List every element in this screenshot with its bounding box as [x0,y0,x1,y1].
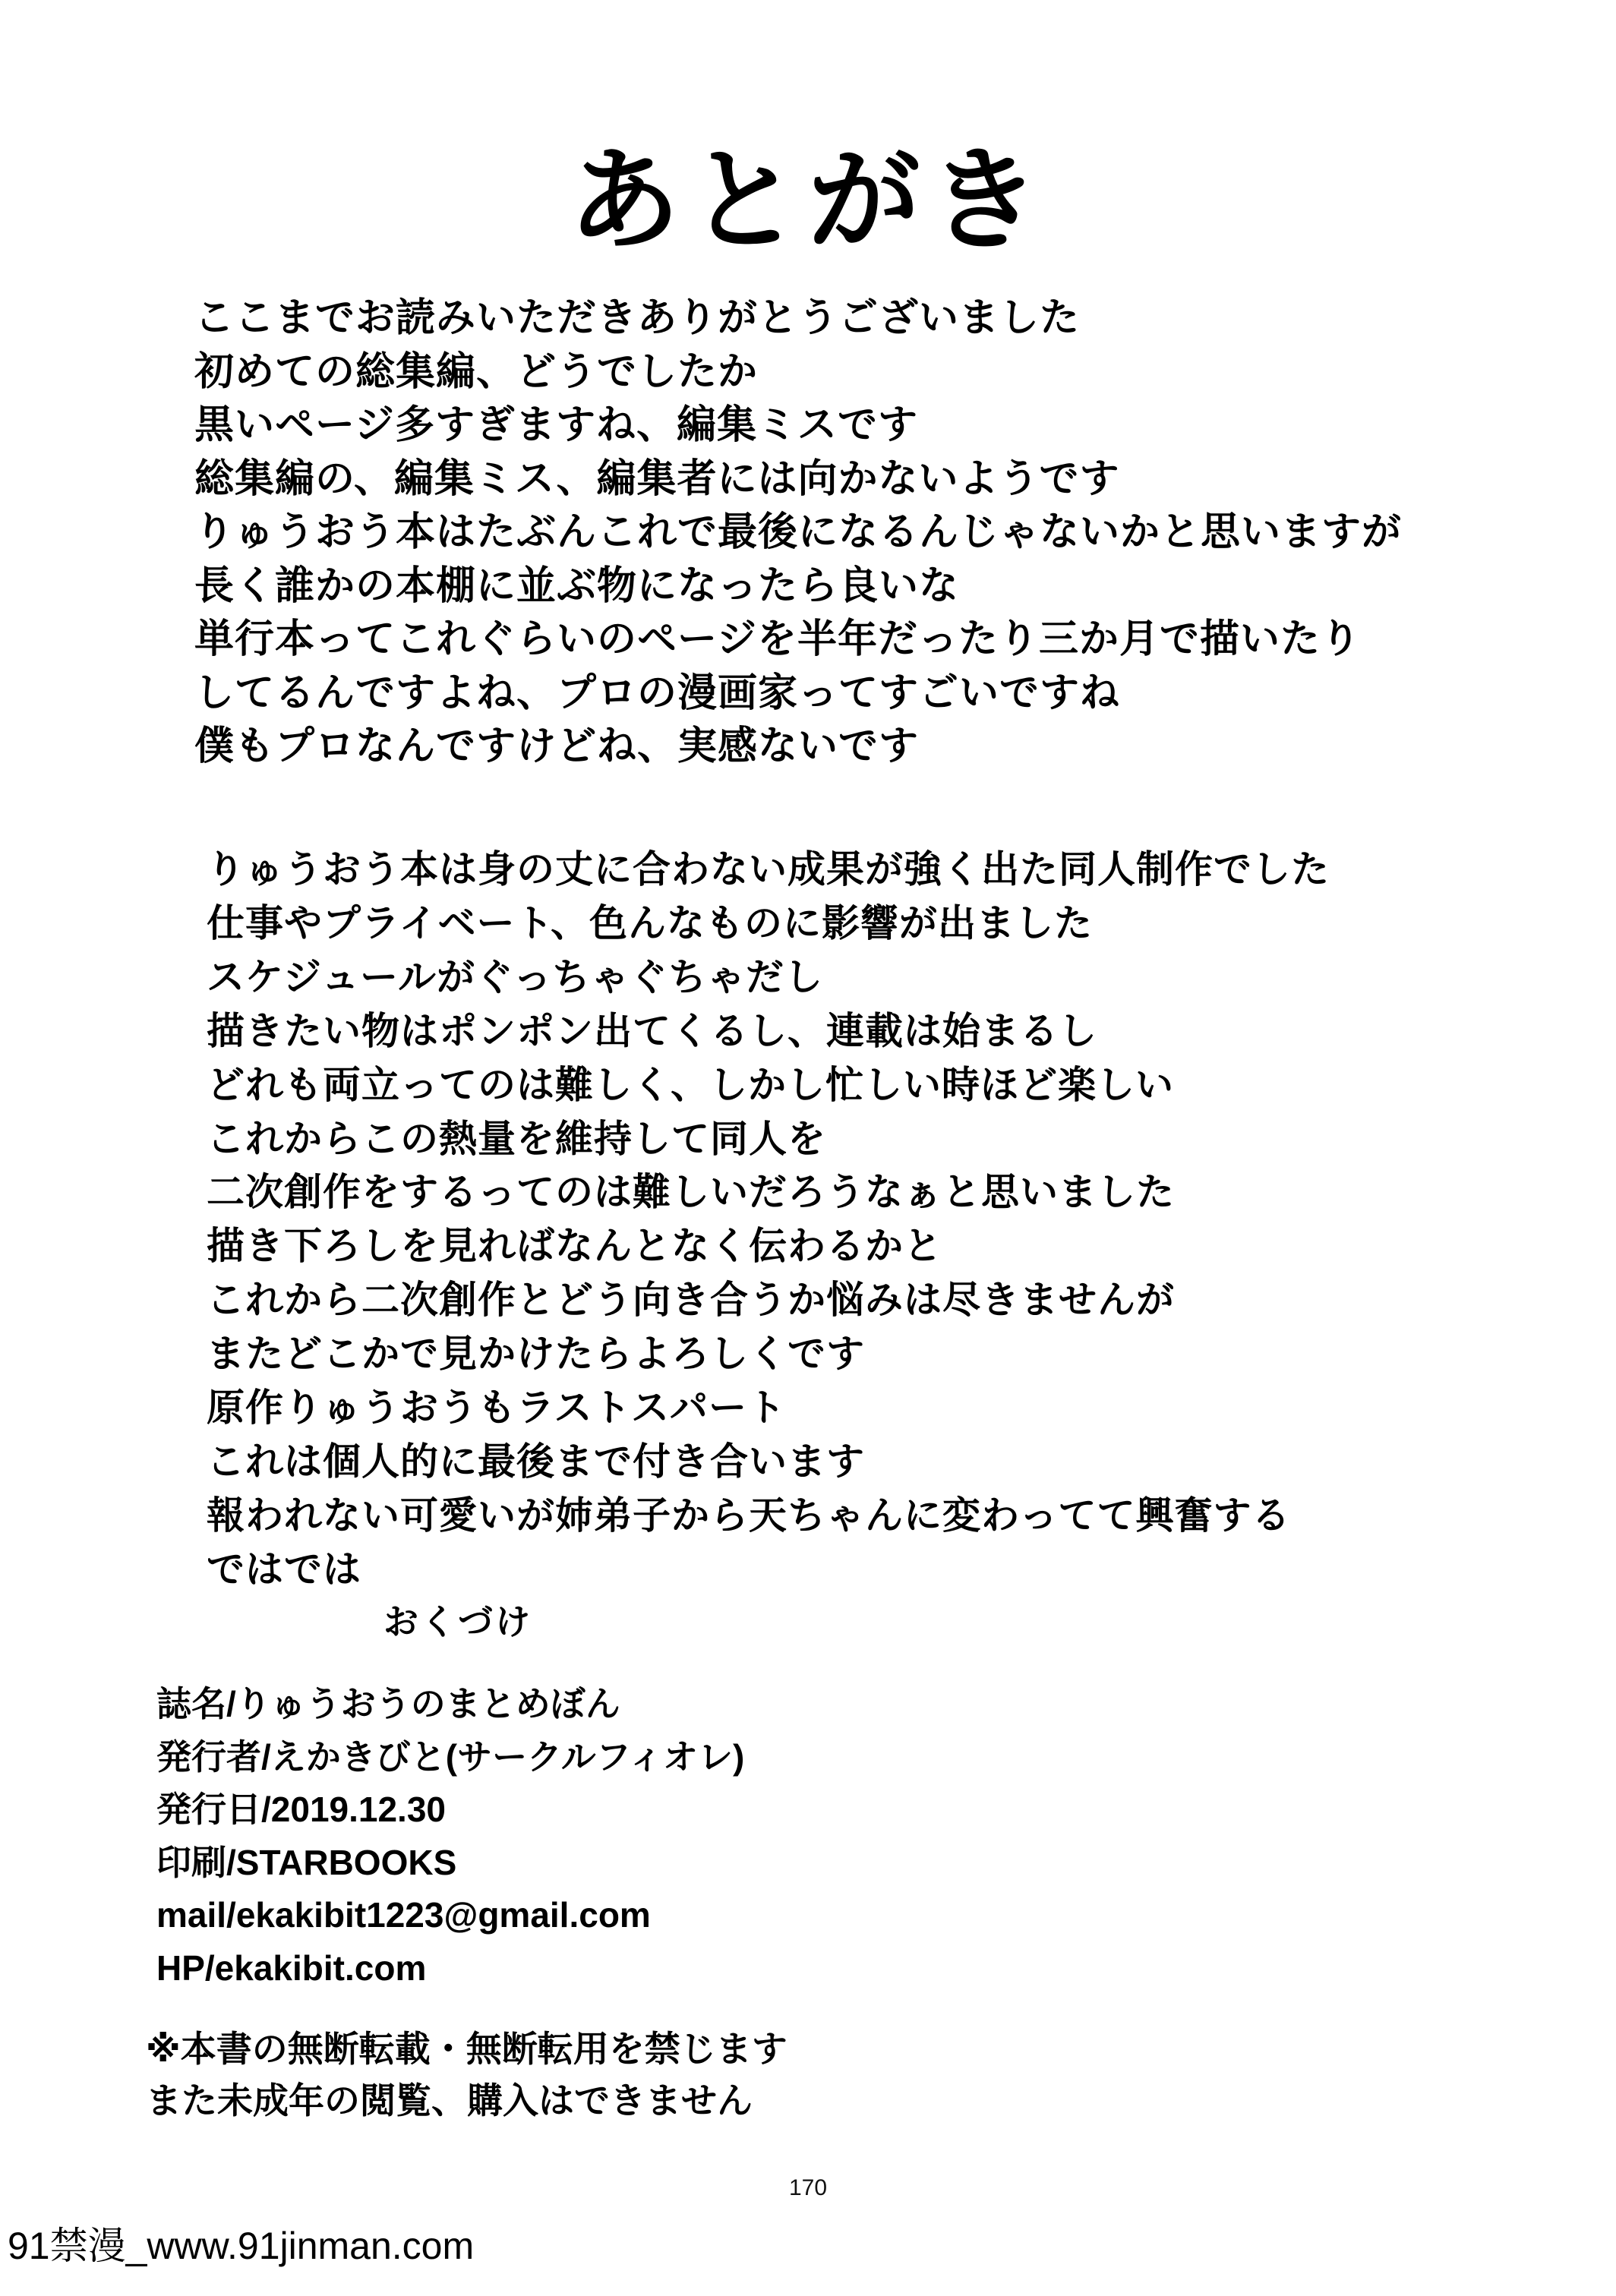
text-line: またどこかで見かけたらよろしくです [207,1332,865,1377]
text-line: 原作りゅうおうもラストスパート [207,1386,786,1430]
text-line: 総集編の、編集ミス、編集者には向かないようです [194,456,1120,502]
text-line: りゅうおう本はたぶんこれで最後になるんじゃないかと思いますが [194,509,1403,555]
text-line: 報われない可愛いが姉弟子から天ちゃんに変わってて興奮する [207,1493,1291,1538]
text-line: 初めての総集編、どうでしたか [194,348,759,395]
colophon-homepage-line: HP/ekakibit.com [156,1948,427,1988]
colophon-title-line: 誌名/りゅうおうのまとめぼん [156,1684,620,1724]
text-line: これは個人的に最後まで付き合います [207,1439,865,1484]
notice-line: また未成年の閲覧、購入はできません [146,2080,753,2122]
text-line: 単行本ってこれぐらいのページを半年だったり三か月で描いたり [194,617,1361,662]
text-line: 長く誰かの本棚に並ぶ物になったら良いな [194,563,960,609]
colophon-publisher-line: 発行者/えかきびと(サークルフィオレ) [156,1736,745,1777]
colophon-email-line: mail/ekakibit1223@gmail.com [156,1895,651,1935]
text-line: 二次創作をするってのは難しいだろうなぁと思いました [207,1170,1175,1215]
text-line: 描き下ろしを見ればなんとなく伝わるかと [207,1224,942,1269]
text-line: 描きたい物はポンポン出てくるし、連載は始まるし [207,1008,1097,1053]
text-line: 黒いページ多すぎますね、編集ミスです [194,402,918,448]
copyright-notice [146,2024,787,2127]
colophon-details [156,1678,744,1995]
site-watermark: 91禁漫_www.91jinman.com [0,2204,562,2288]
text-line: 仕事やプライベート、色んなものに影響が出ました [207,900,1093,945]
text-line: りゅうおう本は身の丈に合わない成果が強く出た同人制作でした [207,847,1330,891]
text-line: してるんですよね、プロの漫画家ってすごいですね [194,670,1121,716]
page-title: あとがき [568,135,1048,266]
notice-line: ※本書の無断転載・無断転用を禁じます [146,2029,787,2070]
colophon-printer-line: 印刷/STARBOOKS [156,1842,457,1882]
text-line: ではでは [207,1547,361,1591]
text-line: 僕もプロなんですけどね、実感ないです [194,724,920,769]
afterword-message-part1 [194,292,1402,774]
text-line: ここまでお読みいただきありがとうございました [194,295,1081,341]
colophon-date-line: 発行日/2019.12.30 [156,1790,447,1829]
page-number: 170 [788,2175,828,2200]
text-line: どれも両立ってのは難しく、しかし忙しい時ほど楽しい [207,1062,1174,1107]
text-line: スケジュールがぐっちゃぐちゃだし [207,954,823,999]
afterword-message-part2 [207,843,1330,1597]
text-line: これからこの熱量を維持して同人を [207,1116,826,1161]
text-line: これから二次創作とどう向き合うか悩みは尽きませんが [207,1278,1175,1323]
colophon-heading: おくづけ [383,1601,532,1642]
